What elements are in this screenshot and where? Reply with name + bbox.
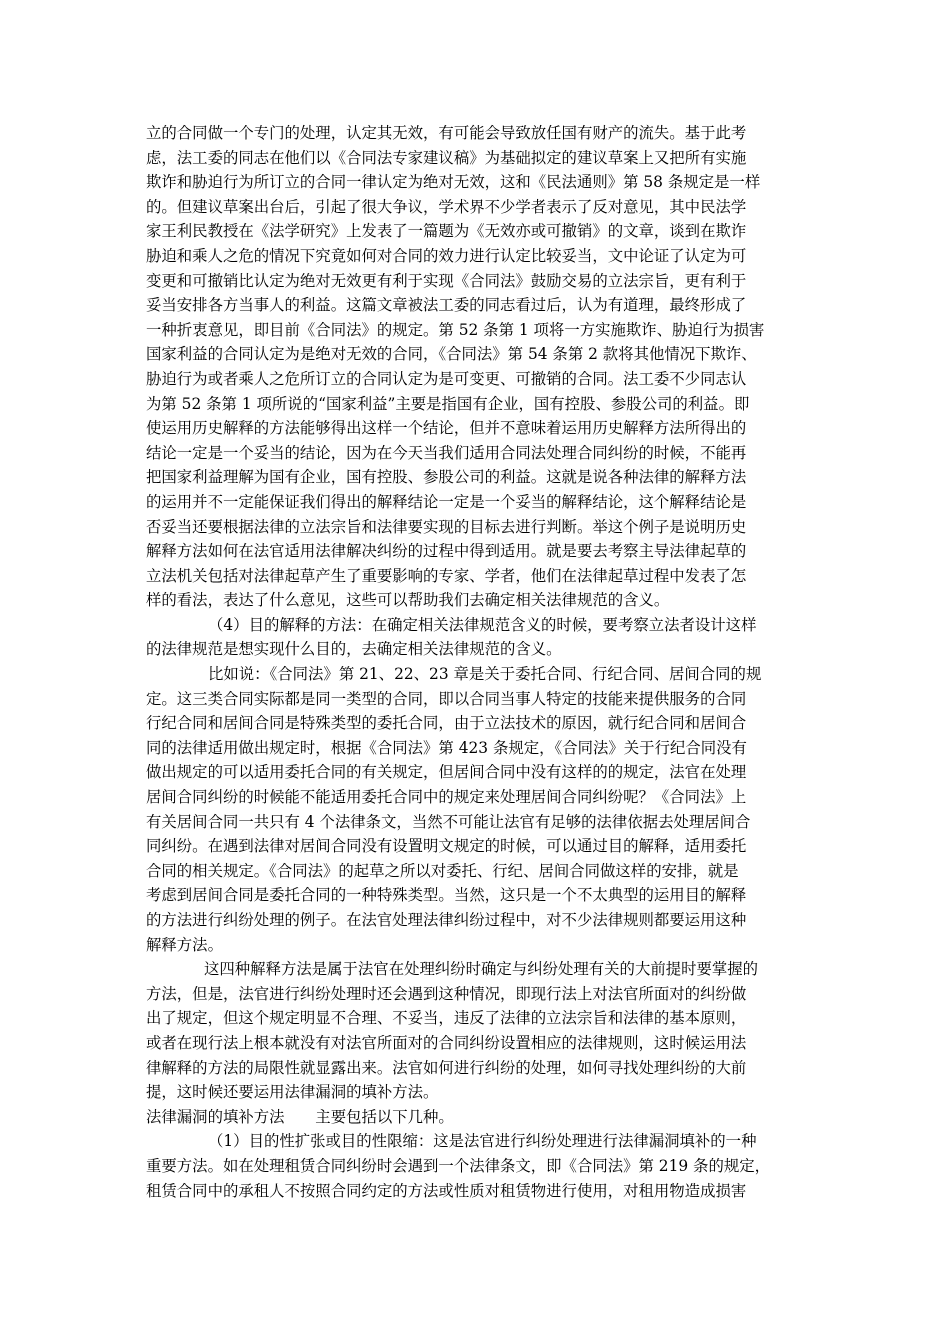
paragraph-gap-filling: [146, 1129, 816, 1203]
section-heading: 法律漏洞的填补方法 主要包括以下几种。: [146, 1107, 454, 1126]
text-line: 变更和可撤销比认定为绝对无效更有利于实现《合同法》鼓励交易的立法宗旨，更有利于: [146, 271, 747, 290]
text-line: 的。但建议草案出台后，引起了很大争议，学术界不少学者表示了反对意见，其中民法学: [146, 197, 747, 216]
text-line: 的运用并不一定能保证我们得出的解释结论一定是一个妥当的解释结论，这个解释结论是: [146, 492, 747, 511]
text-line: 居间合同纠纷的时候能不能适用委托合同中的规定来处理居间合同纠纷呢？《合同法》上: [146, 788, 747, 807]
text-line: 立法机关包括对法律起草产生了重要影响的专家、学者，他们在法律起草过程中发表了怎: [146, 566, 747, 585]
text-line: 的法律规范是想实现什么目的，去确定相关法律规范的含义。: [146, 640, 562, 659]
document-body: [146, 121, 816, 1203]
text-line: 有关居间合同一共只有 4 个法律条文，当然不可能让法官有足够的法律依据去处理居间合: [146, 812, 751, 831]
text-line: 方法，但是，法官进行纠纷处理时还会遇到这种情况，即现行法上对法官所面对的纠纷做: [146, 984, 747, 1003]
text-line: 解释方法。: [146, 935, 223, 954]
text-line: 国家利益的合同认定为是绝对无效的合同，《合同法》第 54 条第 2 款将其他情况下欺诈、: [146, 345, 757, 364]
text-line: 解释方法如何在法官适用法律解决纠纷的过程中得到适用。就是要去考察主导法律起草的: [146, 542, 747, 561]
text-line: 或者在现行法上根本就没有对法官所面对的合同纠纷设置相应的法律规则，这时候运用法: [146, 1033, 747, 1052]
text-line: 比如说：《合同法》第 21、22、23 章是关于委托合同、行纪合同、居间合同的规: [208, 665, 762, 684]
text-line: 胁迫行为或者乘人之危所订立的合同认定为是可变更、可撤销的合同。法工委不少同志认: [146, 369, 747, 388]
text-line: 立的合同做一个专门的处理，认定其无效，有可能会导致放任国有财产的流失。基于此考: [146, 124, 747, 142]
text-line: （1）目的性扩张或目的性限缩：这是法官进行纠纷处理进行法律漏洞填补的一种: [208, 1132, 757, 1151]
text-line: 同的法律适用做出规定时，根据《合同法》第 423 条规定，《合同法》关于行纪合同没有: [146, 738, 747, 757]
text-line: 的方法进行纠纷处理的例子。在法官处理法律纠纷过程中，对不少法律规则都要运用这种: [146, 911, 747, 929]
text-line: 妥当安排各方当事人的利益。这篇文章被法工委的同志看过后，认为有道理，最终形成了: [146, 296, 747, 315]
text-line: 租赁合同中的承租人不按照合同约定的方法或性质对租赁物进行使用，对租用物造成损害: [146, 1181, 747, 1200]
text-line: 做出规定的可以适用委托合同的有关规定，但居间合同中没有这样的的规定，法官在处理: [146, 763, 747, 782]
text-line: 把国家利益理解为国有企业，国有控股、参股公司的利益。这就是说各种法律的解释方法: [146, 468, 747, 487]
text-line: 虑，法工委的同志在他们以《合同法专家建议稿》为基础拟定的建议草案上又把所有实施: [146, 148, 747, 167]
text-line: 这四种解释方法是属于法官在处理纠纷时确定与纠纷处理有关的大前提时要掌握的: [204, 960, 759, 979]
text-line: 合同的相关规定。《合同法》的起草之所以对委托、行纪、居间合同做这样的安排，就是: [146, 861, 739, 880]
paragraph-purpose-interpretation: [146, 613, 816, 662]
text-line: 提，这时候还要运用法律漏洞的填补方法。: [146, 1083, 439, 1102]
text-line: 结论一定是一个妥当的结论，因为在今天当我们适用合同法处理合同纠纷的时候，不能再: [146, 443, 747, 462]
text-line: 律解释的方法的局限性就显露出来。法官如何进行纠纷的处理，如何寻找处理纠纷的大前: [146, 1058, 747, 1077]
text-line: 胁迫和乘人之危的情况下究竟如何对合同的效力进行认定比较妥当，文中论证了认定为可: [146, 246, 747, 265]
text-line: 一种折衷意见，即目前《合同法》的规定。第 52 条第 1 项将一方实施欺诈、胁迫行为损害: [146, 320, 765, 339]
text-line: 行纪合同和居间合同是特殊类型的委托合同，由于立法技术的原因，就行纪合同和居间合: [146, 714, 747, 733]
text-line: 欺诈和胁迫行为所订立的合同一律认定为绝对无效，这和《民法通则》第 58 条规定是一样: [146, 173, 761, 192]
paragraph-historical-interpretation: [146, 121, 816, 613]
text-line: 重要方法。如在处理租赁合同纠纷时会遇到一个法律条文，即《合同法》第 219 条的规定，: [146, 1156, 771, 1175]
text-line: 样的看法，表达了什么意见，这些可以帮助我们去确定相关法律规范的含义。: [146, 591, 670, 610]
text-line: 考虑到居间合同是委托合同的一种特殊类型。当然，这只是一个不太典型的运用目的解释: [146, 886, 747, 905]
text-line: 定。这三类合同实际都是同一类型的合同，即以合同当事人特定的技能来提供服务的合同: [146, 689, 747, 708]
text-line: 为第 52 条第 1 项所说的“国家利益”主要是指国有企业，国有控股、参股公司的利益。即: [146, 394, 750, 413]
text-line: 家王利民教授在《法学研究》上发表了一篇题为《无效亦或可撤销》的文章，谈到在欺诈: [146, 222, 747, 241]
text-line: 同纠纷。在遇到法律对居间合同没有设置明文规定的时候，可以通过目的解释，适用委托: [146, 837, 747, 856]
text-line: （4）目的解释的方法：在确定相关法律规范含义的时候，要考察立法者设计这样: [208, 615, 757, 634]
text-line: 否妥当还要根据法律的立法宗旨和法律要实现的目标去进行判断。举这个例子是说明历史: [146, 517, 747, 536]
text-line: 出了规定，但这个规定明显不合理、不妥当，违反了法律的立法宗旨和法律的基本原则，: [146, 1009, 747, 1028]
text-line: 使运用历史解释的方法能够得出这样一个结论，但并不意味着运用历史解释方法所得出的: [146, 419, 747, 438]
paragraph-four-methods: [146, 957, 816, 1105]
paragraph-example: [146, 662, 816, 957]
